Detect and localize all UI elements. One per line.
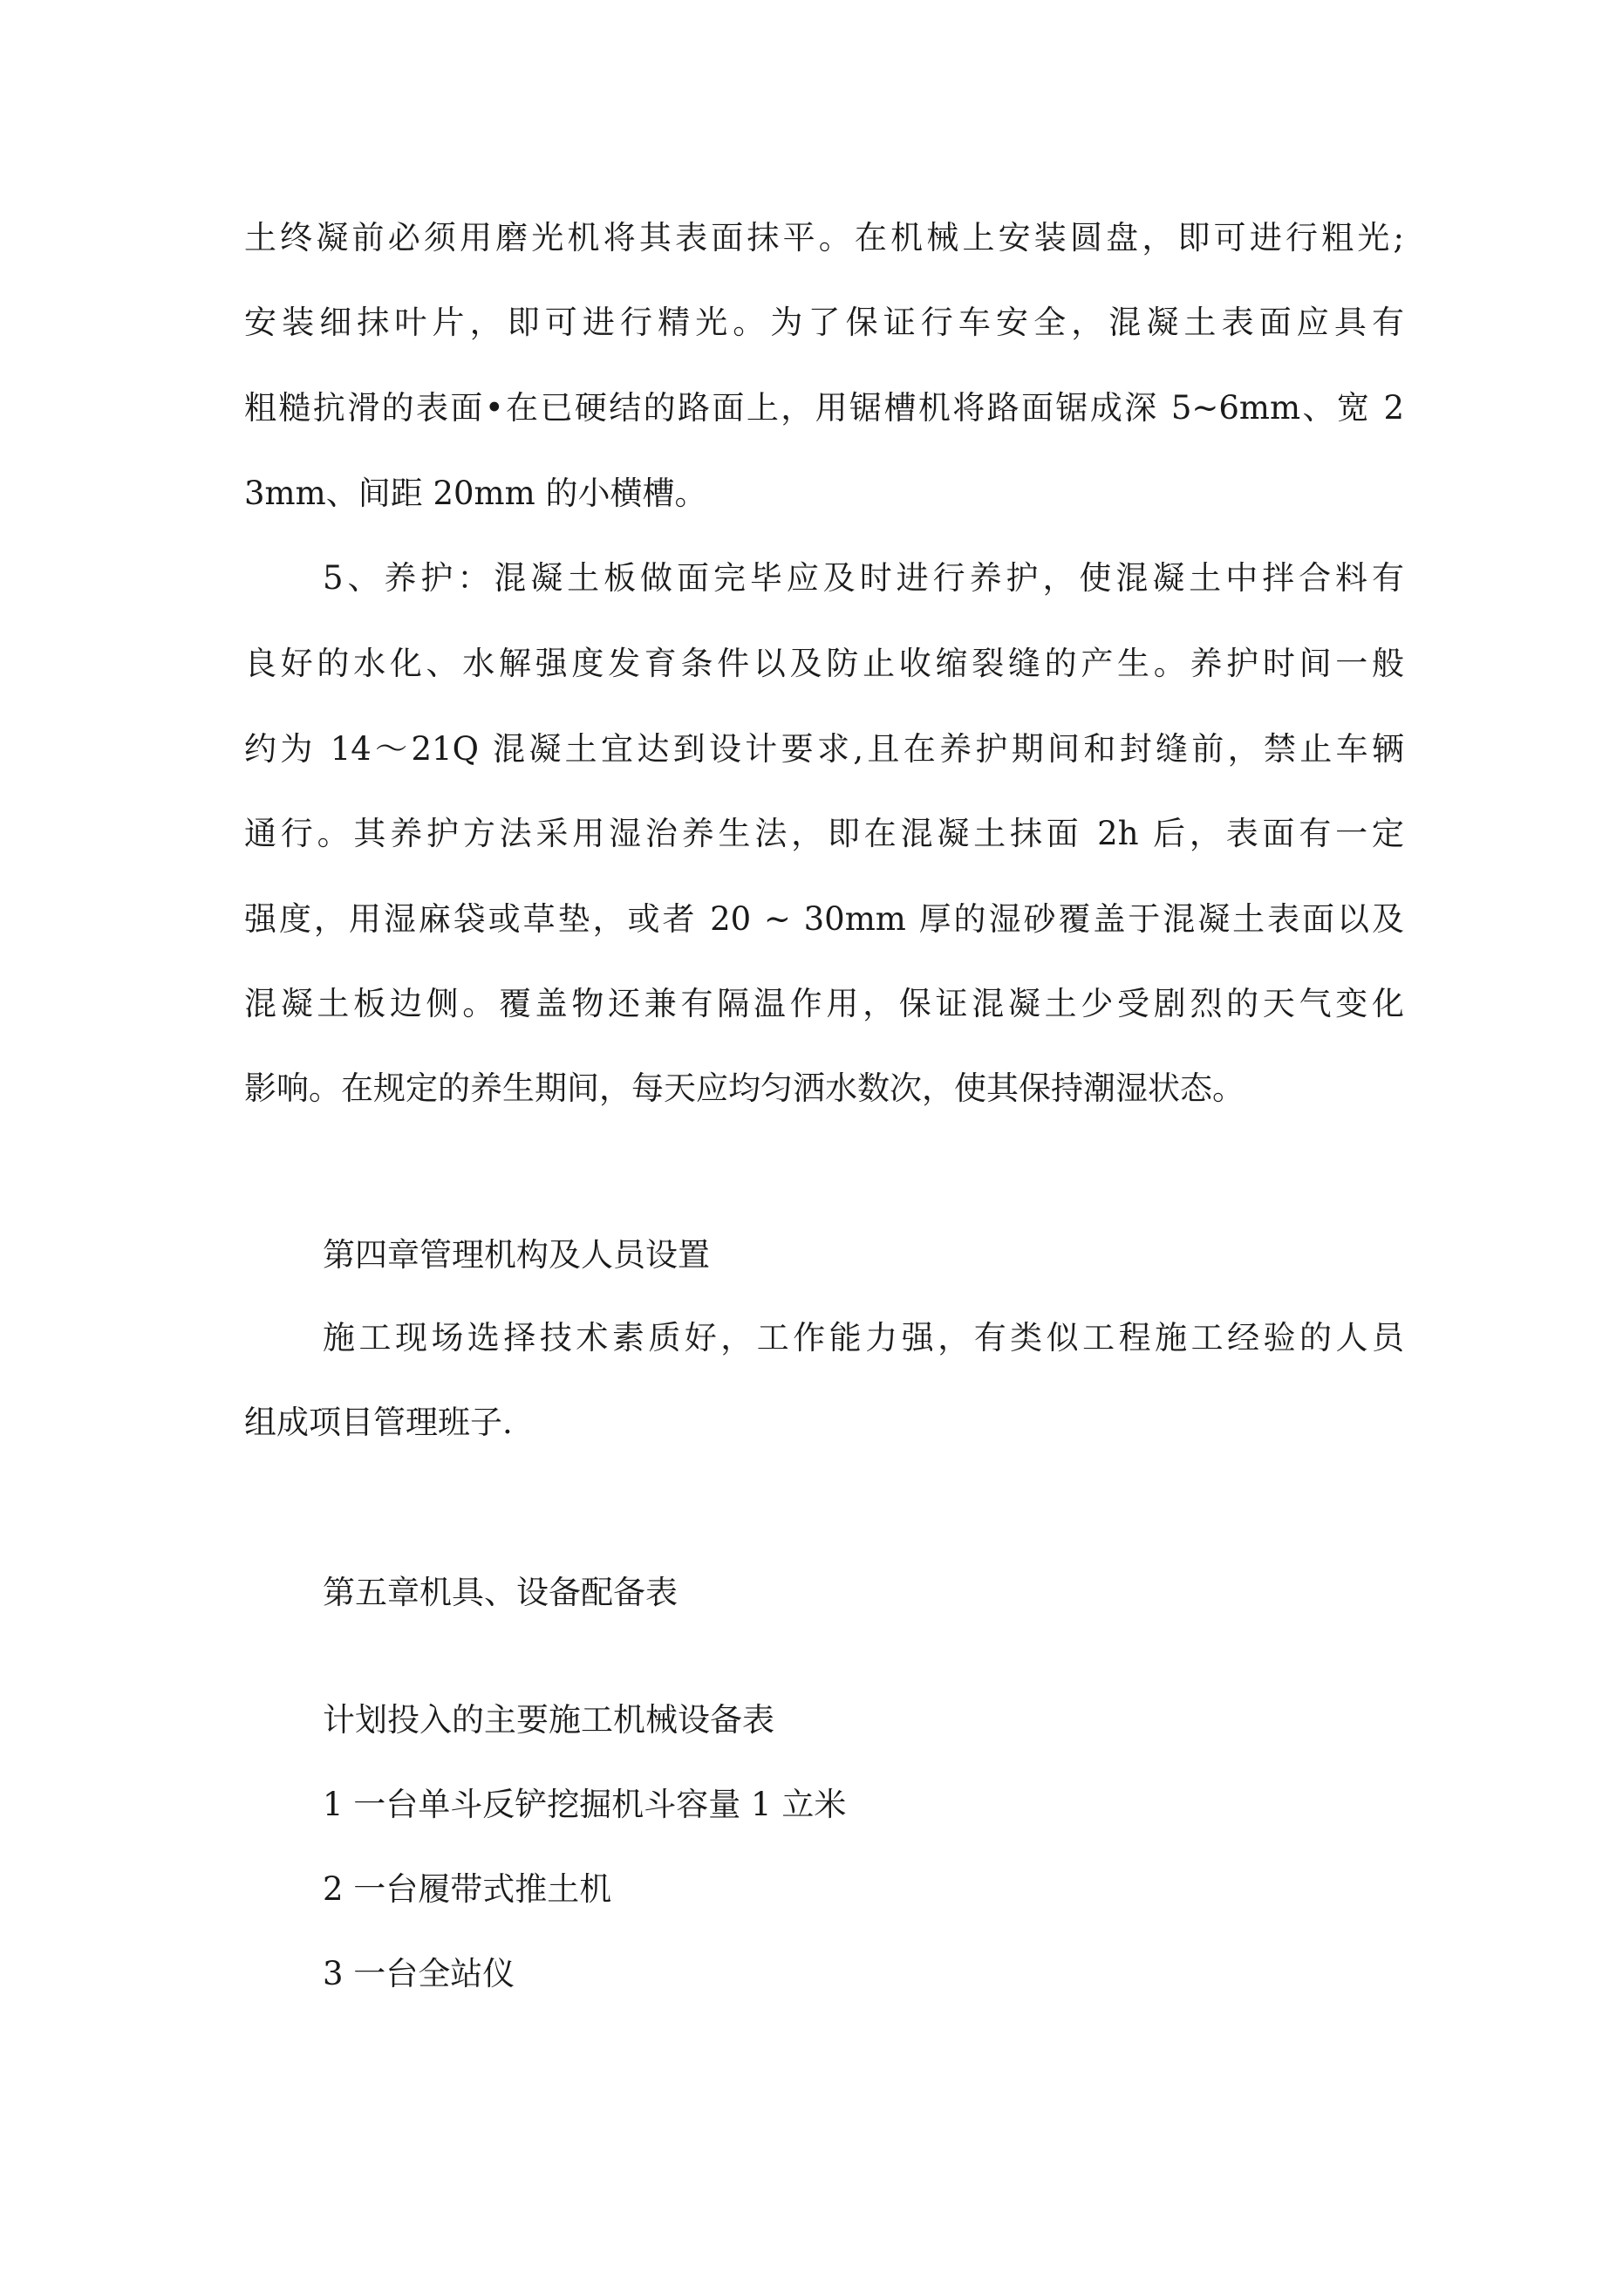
list-item: 3 一台全站仪 (323, 1955, 515, 1992)
paragraph-line: 组成项目管理班子. (244, 1404, 513, 1441)
list-item: 2 一台履带式推土机 (323, 1870, 612, 1908)
chapter-heading: 第四章管理机构及人员设置 (323, 1236, 710, 1274)
paragraph-line: 5、养护：混凝土板做面完毕应及时进行养护，使混凝土中拌合料有 (323, 559, 1404, 597)
list-item: 1 一台单斗反铲挖掘机斗容量 1 立米 (323, 1786, 847, 1823)
paragraph-line: 粗糙抗滑的表面•在已硬结的路面上，用锯槽机将路面锯成深 5~6mm、宽 2 (244, 389, 1404, 427)
paragraph-line: 土终凝前必须用磨光机将其表面抹平。在机械上安装圆盘，即可进行粗光; (244, 219, 1404, 256)
paragraph-line: 通行。其养护方法采用湿治养生法，即在混凝土抹面 2h 后，表面有一定 (244, 815, 1404, 852)
paragraph-line: 混凝土板边侧。覆盖物还兼有隔温作用，保证混凝土少受剧烈的天气变化 (244, 985, 1404, 1022)
paragraph-line: 影响。在规定的养生期间，每天应均匀洒水数次，使其保持潮湿状态。 (244, 1069, 1245, 1107)
section-title: 计划投入的主要施工机械设备表 (323, 1701, 774, 1739)
paragraph-line: 约为 14〜21Q 混凝土宜达到设计要求,且在养护期间和封缝前，禁止车辆 (244, 730, 1404, 768)
paragraph-line: 良好的水化、水解强度发育条件以及防止收缩裂缝的产生。养护时间一般 (244, 645, 1404, 682)
paragraph-line: 施工现场选择技术素质好，工作能力强，有类似工程施工经验的人员 (323, 1319, 1404, 1356)
paragraph-line: 强度，用湿麻袋或草垫，或者 20 ~ 30mm 厚的湿砂覆盖于混凝土表面以及 (244, 900, 1404, 938)
paragraph-line: 3mm、间距 20mm 的小横槽。 (244, 475, 707, 512)
chapter-heading: 第五章机具、设备配备表 (323, 1574, 678, 1611)
paragraph-line: 安装细抹叶片，即可进行精光。为了保证行车安全，混凝土表面应具有 (244, 304, 1404, 341)
